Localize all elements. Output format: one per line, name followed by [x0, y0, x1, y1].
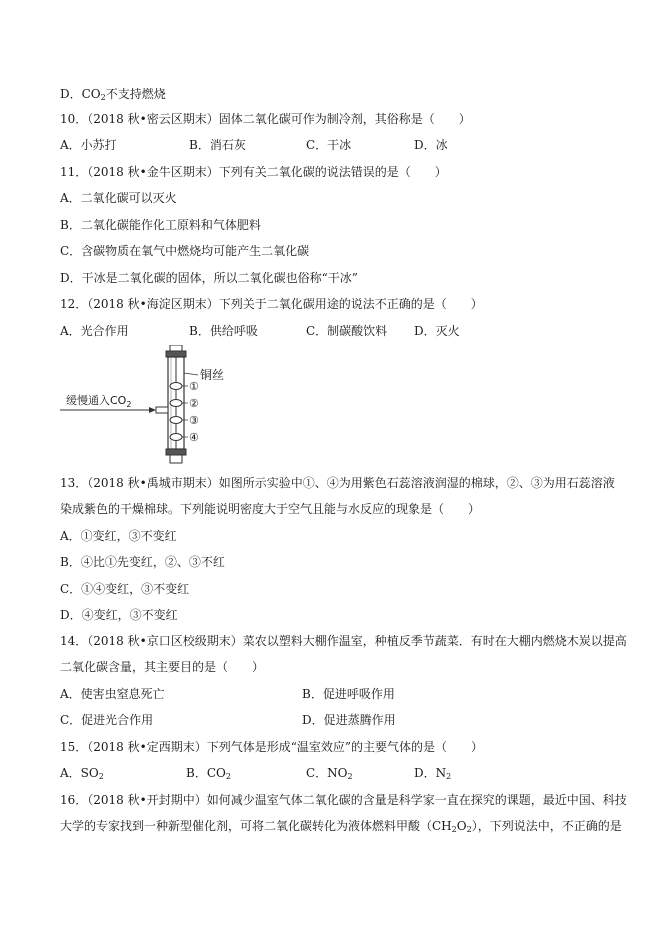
bottom-stopper: [166, 449, 186, 455]
q10-option-d: D．冰: [414, 138, 448, 152]
q13-stem-line2: 染成紫色的干燥棉球。下列能说明密度大于空气且能与水反应的现象是（ ）: [60, 502, 481, 516]
q15-option-a: A．$SO_2$: [60, 766, 104, 781]
cotton-ball-2: [170, 400, 182, 407]
q13-option-d: D．④变红，③不变红: [60, 608, 178, 622]
q11-option-c: C．含碳物质在氧气中燃烧均可能产生二氧化碳: [60, 244, 310, 258]
q9-option-d-sub: 2: [100, 93, 106, 102]
bottom-tube-stub: [170, 455, 182, 463]
q10-option-a: A．小苏打: [60, 138, 117, 152]
q11-option-b: B．二氧化碳能作化工原料和气体肥料: [60, 218, 261, 232]
ball-label-4: ④: [189, 431, 199, 444]
side-inlet-pipe: [156, 407, 168, 413]
q13-option-b: B．④比①先变红，②、③不红: [60, 555, 225, 569]
q9-option-d: [60, 86, 166, 102]
q15-option-c: C．$NO_2$: [306, 766, 353, 781]
q12-option-c: C．制碳酸饮料: [306, 324, 388, 338]
wire-label: 铜丝: [200, 368, 225, 382]
q12-option-a: A．光合作用: [60, 324, 129, 338]
q11-option-d: D．干冰是二氧化碳的固体，所以二氧化碳也俗称“干冰”: [60, 271, 358, 285]
q12-option-b: B．供给呼吸: [189, 324, 258, 338]
q14-option-a: A．使害虫窒息死亡: [60, 687, 165, 701]
q16-stem-line1: 16．（2018 秋•开封期中）如何减少温室气体二氧化碳的含量是科学家一直在探究的课题，最近中国、科技: [60, 793, 627, 807]
q15-option-b: B．$CO_2$: [186, 766, 231, 781]
ball-label-2: ②: [189, 397, 199, 410]
q13-stem-line1: 13．（2018 秋•禹城市期末）如图所示实验中①、④为用紫色石蕊溶液润湿的棉球，②、③为用石蕊溶液: [60, 476, 615, 490]
q14-option-d: D．促进蒸腾作用: [302, 713, 396, 727]
cotton-ball-4: [170, 434, 182, 441]
q10-stem: 10．（2018 秋•密云区期末）固体二氧化碳可作为制冷剂，其俗称是（ ）: [60, 112, 471, 126]
q11-option-a: A．二氧化碳可以灭火: [60, 191, 177, 205]
top-stopper: [166, 351, 186, 357]
q14-option-c: C．促进光合作用: [60, 713, 154, 727]
q13-option-a: A．①变红，③不变红: [60, 529, 177, 543]
ball-label-1: ①: [189, 380, 199, 393]
ball-label-3: ③: [189, 414, 199, 427]
q14-option-b: B．促进呼吸作用: [302, 687, 395, 701]
cotton-ball-3: [170, 417, 182, 424]
top-tube-stub: [170, 345, 182, 351]
q14-stem-line2: 二氧化碳含量，其主要目的是（ ）: [60, 660, 265, 674]
q15-stem: 15．（2018 秋•定西期末）下列气体是形成“温室效应”的主要气体的是（ ）: [60, 740, 483, 754]
wire-pointer: [184, 373, 198, 375]
q9-option-d-rest: 不支持燃烧: [105, 87, 166, 101]
q12-stem: 12．（2018 秋•海淀区期末）下列关于二氧化碳用途的说法不正确的是（ ）: [60, 297, 483, 311]
q15-option-d: D．$N_2$: [414, 766, 452, 781]
q11-stem: 11．（2018 秋•金牛区期末）下列有关二氧化碳的说法错误的是（ ）: [60, 165, 447, 179]
cotton-ball-1: [170, 383, 182, 390]
q12-option-d: D．灭火: [414, 324, 460, 338]
gas-label: 缓慢通入$CO_2$: [66, 394, 132, 409]
q9-option-d-text: D．CO: [60, 87, 101, 101]
co2-apparatus-figure: [60, 345, 280, 467]
q10-option-b: B．消石灰: [189, 138, 246, 152]
q14-stem-line1: 14．（2018 秋•京口区校级期末）菜农以塑料大棚作温室，种植反季节蔬菜．有时在大棚内燃烧木炭以提高: [60, 634, 627, 648]
q13-option-c: C．①④变红，③不变红: [60, 582, 190, 596]
q10-option-c: C．干冰: [306, 138, 352, 152]
q16-stem-line2: 大学的专家找到一种新型催化剂，可将二氧化碳转化为液体燃料甲酸$(CH_2O_2)$，下列说法中，不正确的是: [60, 819, 622, 834]
